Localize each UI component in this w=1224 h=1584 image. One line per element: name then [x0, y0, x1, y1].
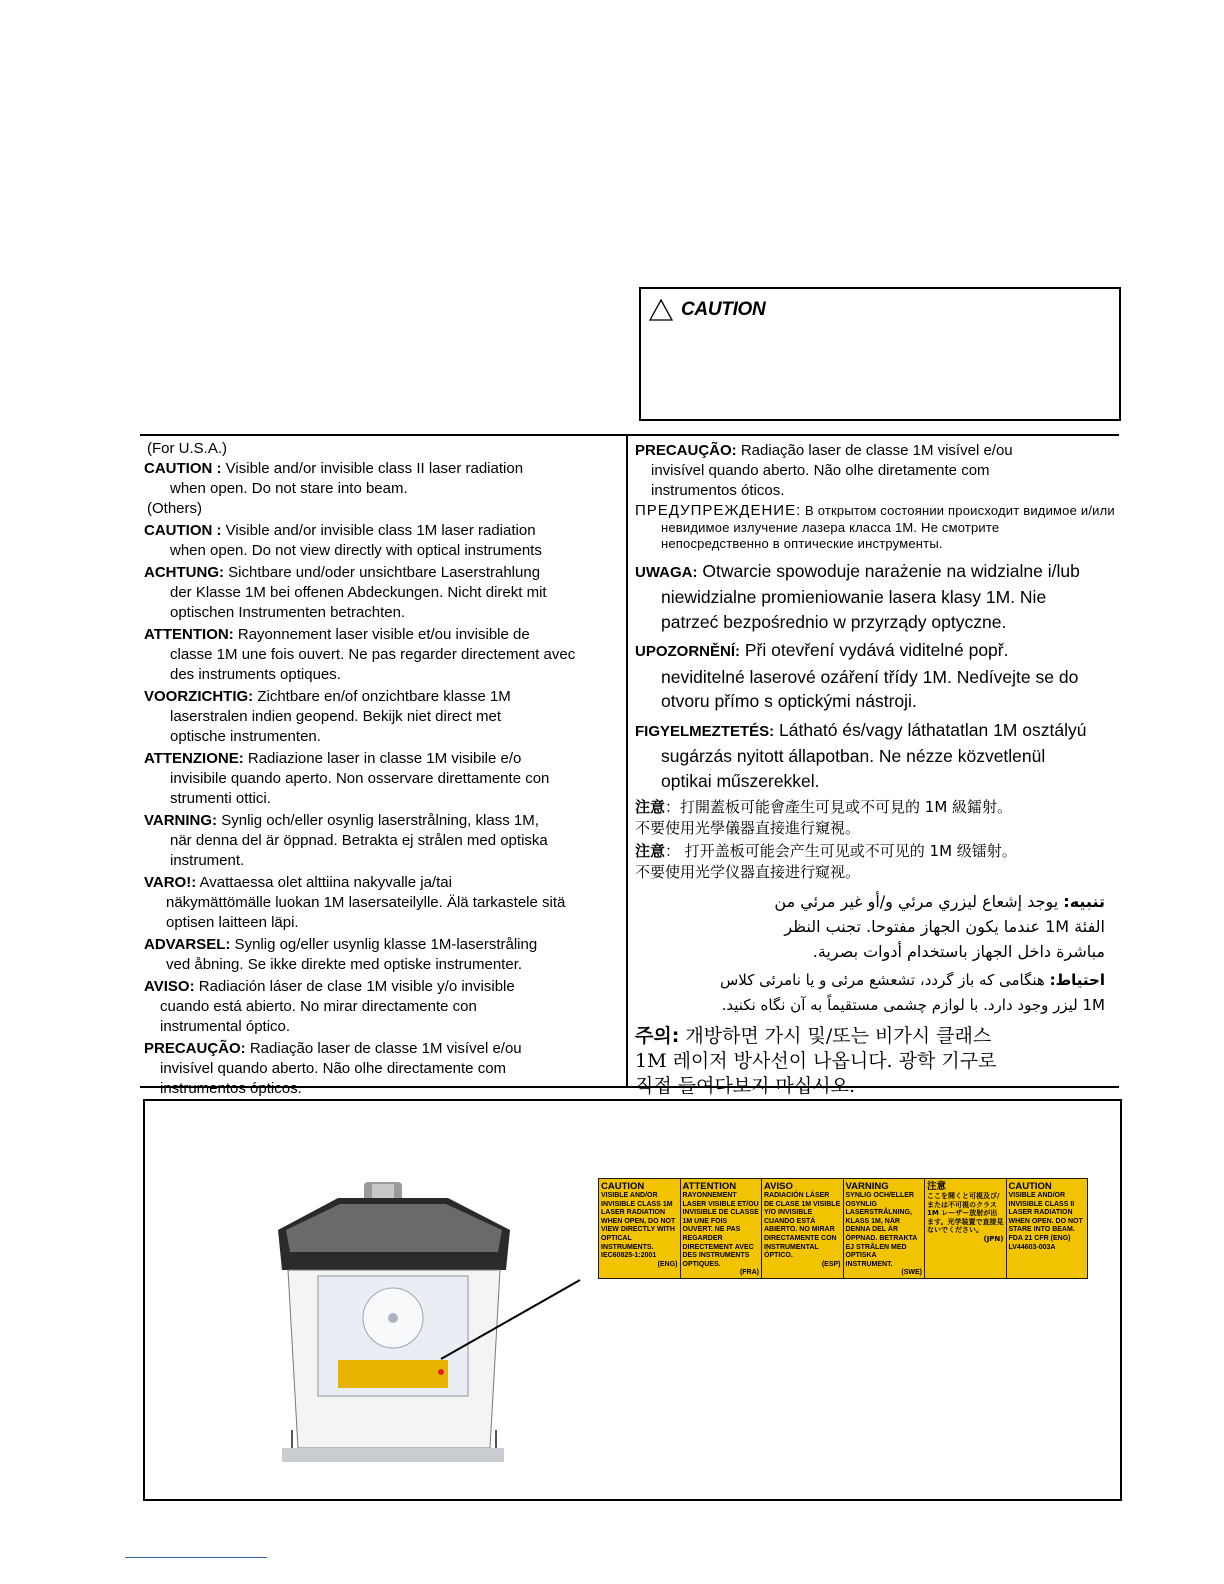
- entry-aviso-es: AVISO: Radiación láser de clase 1M visible y/o invisible cuando está abierto. No mirar directamente con instrumental óptico.: [144, 978, 515, 1035]
- region-usa: (For U.S.A.): [147, 440, 228, 457]
- entry-caution-en: CAUTION : Visible and/or invisible class 1M laser radiation when open. Do not view directly with optical instruments: [144, 522, 542, 559]
- entry-attenzione-it: ATTENZIONE: Radiazione laser in classe 1M visibile e/o invisibile quando aperto. Non osservare direttamente con strumenti ottici.: [144, 750, 550, 807]
- laser-warning-label: [598, 1178, 1088, 1279]
- left-column: [144, 439, 622, 1101]
- entry-voorzichtig-nl: VOORZICHTIG: Zichtbare en/of onzichtbare klasse 1M laserstralen indien geopend. Bekijk niet direct met optische instrumenten.: [144, 688, 511, 745]
- entry-upozorneni-cz: UPOZORNĚNÍ: Při otevření vydává viditelné popř. neviditelné laserové ozáření třídy 1M. Nedívejte se do otvoru přímo s optickými nástroji.: [635, 640, 1079, 711]
- region-others: (Others): [147, 500, 203, 517]
- label-cell-caution-usa: CAUTION VISIBLE AND/OR INVISIBLE CLASS II LASER RADIATION WHEN OPEN. DO NOT STARE INTO BEAM. FDA 21 CFR (ENG) LV44603-003A: [1008, 1181, 1083, 1251]
- entry-precaucao-pt: PRECAUÇÃO: Radiação laser de classe 1M visível e/ou invisível quando aberto. Não olhe directamente com instrumentos ópticos.: [144, 1040, 522, 1097]
- entry-arabic: تنبيه: يوجد إشعاع ليزري مرئي و/أو غير مرئي من الفئة 1M عندما يكون الجهاز مفتوحا. تجنب النظر مباشرة داخل الجهاز باستخدام أدوات بصرية.: [774, 892, 1105, 961]
- entry-achtung-de: ACHTUNG: Sichtbare und/oder unsichtbare Laserstrahlung der Klasse 1M bei offenen Abdeckungen. Nicht direkt mit optischen Instrumenten betrachten.: [144, 564, 547, 621]
- caution-title: CAUTION: [681, 299, 766, 320]
- label-pointer-line: [440, 1278, 582, 1360]
- entry-russian: ПРЕДУПРЕЖДЕНИЕ: В открытом состоянии происходит видимое и/или невидимое излучение лазера класса 1M. Не смотрите непосредственно в оптические инструменты.: [635, 502, 1115, 551]
- table-divider: [626, 434, 628, 1088]
- entry-chinese-simplified: 注意： 打开盖板可能会产生可见或不可见的 1M 级镭射。 不要使用光学仪器直接进行窥视。: [635, 842, 1017, 881]
- warning-triangle-icon: [649, 299, 673, 321]
- table-top-rule: [140, 434, 1119, 436]
- entry-figyelmeztetes-hu: FIGYELMEZTETÉS: Látható és/vagy láthatatlan 1M osztályú sugárzás nyitott állapotban. Ne nézze közvetlenül optikai műszerekkel.: [635, 719, 1087, 791]
- caution-header: [649, 299, 765, 321]
- entry-korean: 주의: 개방하면 가시 및/또는 비가시 클래스 1M 레이저 방사선이 나옵니다. 광학 기구로 직접 들여다보지 마십시오.: [635, 1025, 997, 1097]
- usa-caution-entry: CAUTION : Visible and/or invisible class II laser radiation when open. Do not stare into beam.: [144, 460, 524, 497]
- footer-line: [125, 1557, 267, 1558]
- label-cell-attention-fr: ATTENTION RAYONNEMENT LASER VISIBLE ET/OU INVISIBLE DE CLASSE 1M UNE FOIS OUVERT. NE PAS REGARDER DIRECTEMENT AVEC DES INSTRUMENTS OPTIQUES. (FRA): [681, 1179, 763, 1278]
- right-column: [635, 441, 1119, 1101]
- entry-chinese-traditional: 注意：打開蓋板可能會產生可見或不可見的 1M 級鐳射。 不要使用光學儀器直接進行窺視。: [635, 798, 1013, 837]
- entry-varning-sv: VARNING: Synlig och/eller osynlig laserstrålning, klass 1M, när denna del är öppnad. Betrakta ej strålen med optiska instrument.: [144, 812, 548, 869]
- label-cell-varning-sv: VARNING SYNLIG OCH/ELLER OSYNLIG LASERSTRÅLNING, KLASS 1M, NÄR DENNA DEL ÄR ÖPPNAD. BETRAKTA EJ STRÅLEN MED OPTISKA INSTRUMENT. (SWE): [844, 1179, 926, 1278]
- entry-advarsel-da: ADVARSEL: Synlig og/eller usynlig klasse 1M-laserstråling ved åbning. Se ikke direkte med optiske instrumenter.: [144, 936, 538, 973]
- entry-persian: احتياط: هنگامی که باز گردد، تشعشع مرئی و یا نامرئی کلاس 1M لیزر وجود دارد. با لوازم چشمی مستقیماً به آن نگاه نکنید.: [720, 971, 1105, 1014]
- caution-box: [639, 287, 1121, 421]
- label-cell-caution-en: CAUTION VISIBLE AND/OR INVISIBLE CLASS 1M LASER RADIATION WHEN OPEN, DO NOT VIEW DIRECTLY WITH OPTICAL INSTRUMENTS. IEC60825-1:2001 (ENG): [599, 1179, 681, 1278]
- entry-attention-fr: ATTENTION: Rayonnement laser visible et/ou invisible de classe 1M une fois ouvert. Ne pas regarder directement avec des instruments optiques.: [144, 626, 576, 683]
- entry-varo-fi: VARO!: Avattaessa olet alttiina nakyvalle ja/tai näkymättömälle luokan 1M lasersateilylle. Älä tarkastele sitä optisen laitteen läpi.: [144, 874, 566, 931]
- label-cell-chui-jp: 注意 ここを開くと可視及び/または不可視のクラス1M レーザー放射が出ます。光学装置で直接見ないでください。 (JPN): [925, 1179, 1007, 1278]
- label-cell-aviso-es: AVISO RADIACIÓN LÁSER DE CLASE 1M VISIBLE Y/O INVISIBLE CUANDO ESTÁ ABIERTO. NO MIRAR DIRECTAMENTE CON INSTRUMENTAL ÓPTICO. (ESP): [762, 1179, 844, 1278]
- entry-uwaga-pl: UWAGA: Otwarcie spowoduje narażenie na widzialne i/lub niewidzialne promieniowanie lasera klasy 1M. Nie patrzeć bezpośrednio w przyrządy optyczne.: [635, 560, 1080, 632]
- entry-precaucao-br: PRECAUÇÃO: Radiação laser de classe 1M visível e/ou invisível quando aberto. Não olhe diretamente com instrumentos óticos.: [635, 442, 1013, 499]
